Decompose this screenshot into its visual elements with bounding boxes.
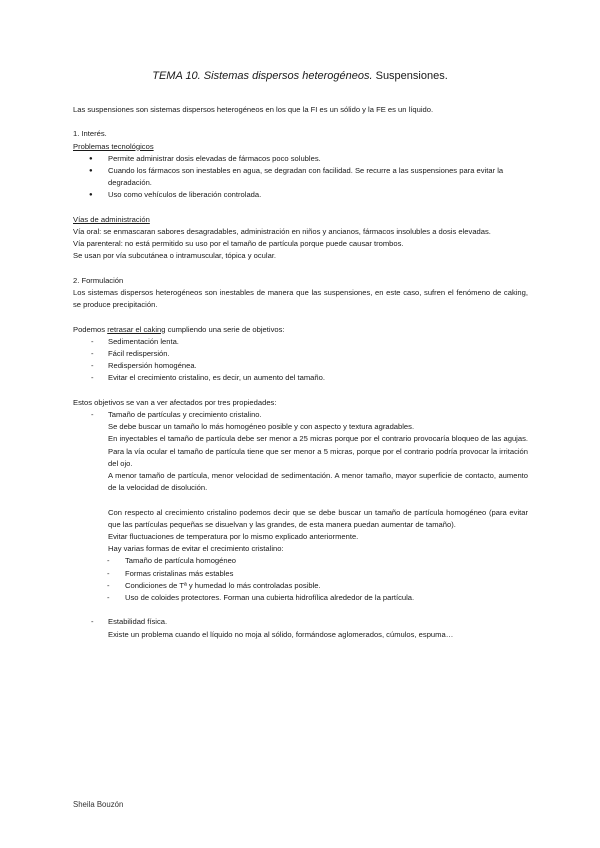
- intro-paragraph: Las suspensiones son sistemas dispersos heterogéneos en los que la FI es un sólido y la FE es un líquido.: [73, 105, 434, 114]
- bullet-item: ● Cuando los fármacos son inestables en agua, se degradan con facilidad. Se recurre a las suspensiones para evitar la degradación.: [73, 165, 528, 189]
- list-item: - Evitar el crecimiento cristalino, es decir, un aumento del tamaño.: [73, 372, 528, 384]
- subheading-problemas: Problemas tecnológicos: [73, 141, 154, 151]
- bullet-item: ● Permite administrar dosis elevadas de fármacos poco solubles.: [73, 153, 528, 165]
- properties-list: [73, 409, 528, 421]
- property-1-body: [73, 421, 528, 555]
- property-line: En inyectables el tamaño de partícula debe ser menor a 25 micras porque por el contrario provocaría bloqueo de las agujas. Para la vía ocular el tamaño de partícula tiene que ser menor a 5 micras, porque por el contrario podría provocar la irritación del ojo.: [108, 434, 528, 468]
- section-1-heading: 1. Interés.: [73, 129, 107, 139]
- footer-author: Sheila Bouzón: [73, 800, 124, 809]
- list-item: - Formas cristalinas más estables: [73, 568, 528, 580]
- property-line: Con respecto al crecimiento cristalino podemos decir que se debe buscar un tamaño de partícula homogéneo (para evitar que las partículas pequeñas se disuelvan y las grandes, de esta manera puedan aumentar de tamaño).: [108, 507, 528, 529]
- subheading-vias: Vías de administración: [73, 214, 150, 224]
- growth-prevention-list: [73, 555, 528, 604]
- objectives-intro: Podemos retrasar el caking cumpliendo una serie de objetivos:: [73, 324, 285, 334]
- objectives-list: [73, 336, 528, 385]
- via-oral-text: Vía oral: se enmascaran sabores desagradables, administración en niños y ancianos, fármacos insolubles a dosis elevadas.: [73, 227, 491, 236]
- property-label: Tamaño de partículas y crecimiento cristalino.: [108, 410, 262, 419]
- properties-list-2: [73, 616, 528, 628]
- otras-vias-text: Se usan por vía subcutánea o intramuscular, tópica y ocular.: [73, 251, 277, 261]
- property-line: A menor tamaño de partícula, menor velocidad de sedimentación. A menor tamaño, mayor superficie de contacto, aumento de la velocidad de disolución.: [108, 471, 528, 493]
- list-item: - Uso de coloides protectores. Forman una cubierta hidrofílica alrededor de la partícula.: [73, 592, 528, 604]
- list-item: - Sedimentación lenta.: [73, 336, 528, 348]
- title-italic: TEMA 10. Sistemas dispersos heterogéneos.: [152, 70, 373, 82]
- document-body: [73, 104, 528, 641]
- list-item: - Tamaño de partícula homogéneo: [73, 555, 528, 567]
- property-item: [73, 616, 528, 628]
- page-title: [0, 70, 600, 82]
- formulacion-paragraph: Los sistemas dispersos heterogéneos son inestables de manera que las suspensiones, en este caso, sufren el fenómeno de caking, se produce precipitación.: [73, 288, 528, 310]
- property-2-body: [73, 629, 528, 641]
- via-parenteral-text: Vía parenteral: no está permitido su uso por el tamaño de partícula porque puede causar trombos.: [73, 239, 404, 249]
- list-item: - Condiciones de Tª y humedad lo más controladas posible.: [73, 580, 528, 592]
- property-label: Estabilidad física.: [108, 617, 168, 627]
- property-item: [73, 409, 528, 421]
- section-2-heading: 2. Formulación: [73, 275, 124, 285]
- property-line: Existe un problema cuando el líquido no moja al sólido, formándose aglomerados, cúmulos, espuma…: [108, 629, 454, 639]
- list-item: - Redispersión homogénea.: [73, 360, 528, 372]
- property-line: Hay varias formas de evitar el crecimiento cristalino:: [108, 544, 284, 554]
- title-normal: Suspensiones.: [372, 70, 448, 82]
- bullet-item: ● Uso como vehículos de liberación controlada.: [73, 189, 528, 201]
- list-item: - Fácil redispersión.: [73, 348, 528, 360]
- property-line: Se debe buscar un tamaño lo más homogéneo posible y con aspecto y textura agradables.: [108, 422, 415, 432]
- interes-bullet-list: [73, 153, 528, 202]
- property-line: Evitar fluctuaciones de temperatura por lo mismo explicado anteriormente.: [108, 532, 359, 542]
- properties-intro: Estos objetivos se van a ver afectados por tres propiedades:: [73, 397, 277, 407]
